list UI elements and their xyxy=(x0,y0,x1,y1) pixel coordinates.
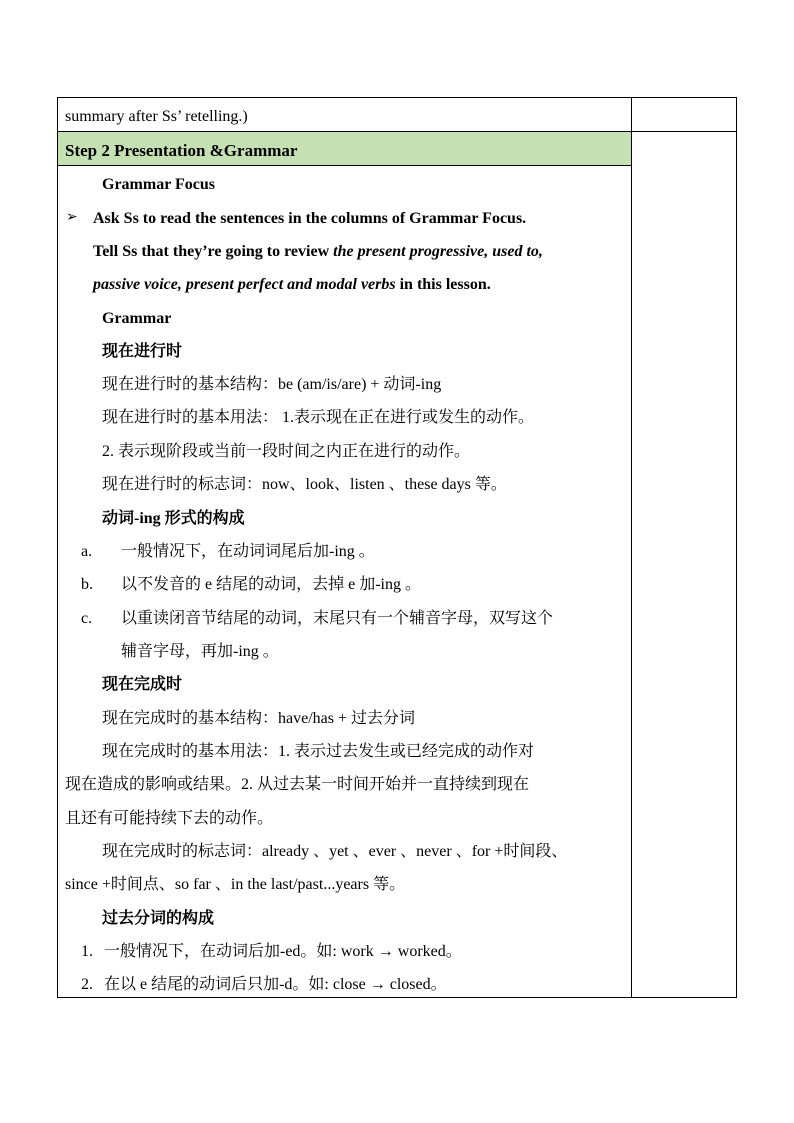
progressive-usage-2: 2. 表示现阶段或当前一段时间之内正在进行的动作。 xyxy=(102,443,471,460)
step-header-title: Step 2 Presentation &Grammar xyxy=(65,141,298,160)
grammar-title: Grammar xyxy=(102,310,172,327)
progressive-usage-1: 现在进行时的基本用法： 1.表示现在正在进行或发生的动作。 xyxy=(102,409,535,426)
bullet-line-3-plain: in this lesson. xyxy=(395,276,491,293)
row-divider xyxy=(58,165,631,166)
ing-form-title: 动词-ing 形式的构成 xyxy=(102,510,245,527)
pp-rule-text: 一般情况下，在动词后加-ed。如: work → worked。 xyxy=(104,943,462,960)
pp-rule-marker: 2. xyxy=(81,976,93,993)
column-divider xyxy=(631,98,632,997)
ing-rule-text: 一般情况下，在动词词尾后加-ing 。 xyxy=(121,543,375,560)
ing-rule-text: 以重读闭音节结尾的动词，末尾只有一个辅音字母，双写这个 xyxy=(121,610,554,627)
ing-rule-marker: a. xyxy=(81,543,93,560)
bullet-line-2-italic: the present progressive, used to, xyxy=(333,243,543,260)
bullet-line-2 xyxy=(93,242,543,262)
ing-rule-c-continued: 辅音字母，再加-ing 。 xyxy=(121,643,279,660)
ing-rule-marker: c. xyxy=(81,610,93,627)
pp-rule-text: 在以 e 结尾的动词后只加-d。如: close → closed。 xyxy=(104,976,447,993)
perfect-markers-line-1: 现在完成时的标志词：already 、yet 、ever 、never 、for +时间段、 xyxy=(102,843,568,860)
perfect-usage-line-3: 且还有可能持续下去的动作。 xyxy=(65,810,274,827)
progressive-markers: 现在进行时的标志词：now、look、listen 、these days 等。 xyxy=(102,476,507,493)
bullet-line-3-italic: passive voice, present perfect and modal verbs xyxy=(93,276,396,293)
grammar-focus-title: Grammar Focus xyxy=(102,176,216,193)
progressive-structure: 现在进行时的基本结构：be (am/is/are) + 动词-ing xyxy=(102,376,442,393)
perfect-structure: 现在完成时的基本结构：have/has + 过去分词 xyxy=(102,710,416,727)
perfect-title: 现在完成时 xyxy=(102,676,183,693)
past-participle-title: 过去分词的构成 xyxy=(102,910,215,927)
ing-rule-marker: b. xyxy=(81,576,93,593)
row-divider xyxy=(58,131,736,132)
top-row-text: summary after Ss’ retelling.) xyxy=(65,108,248,125)
perfect-usage-line-2: 现在造成的影响或结果。2. 从过去某一时间开始并一直持续到现在 xyxy=(65,776,530,793)
perfect-markers-line-2: since +时间点、so far 、in the last/past...years 等。 xyxy=(65,876,406,893)
bullet-line-1: Ask Ss to read the sentences in the columns of Grammar Focus. xyxy=(93,210,527,227)
bullet-arrow-icon: ➢ xyxy=(66,210,78,225)
lesson-plan-table xyxy=(57,97,737,998)
progressive-title: 现在进行时 xyxy=(102,343,183,360)
bullet-line-3 xyxy=(93,275,491,295)
pp-rule-marker: 1. xyxy=(81,943,93,960)
perfect-usage-line-1: 现在完成时的基本用法：1. 表示过去发生或已经完成的动作对 xyxy=(102,743,535,760)
bullet-line-2-plain: Tell Ss that they’re going to review xyxy=(93,243,334,260)
ing-rule-text: 以不发音的 e 结尾的动词，去掉 e 加-ing 。 xyxy=(121,576,421,593)
